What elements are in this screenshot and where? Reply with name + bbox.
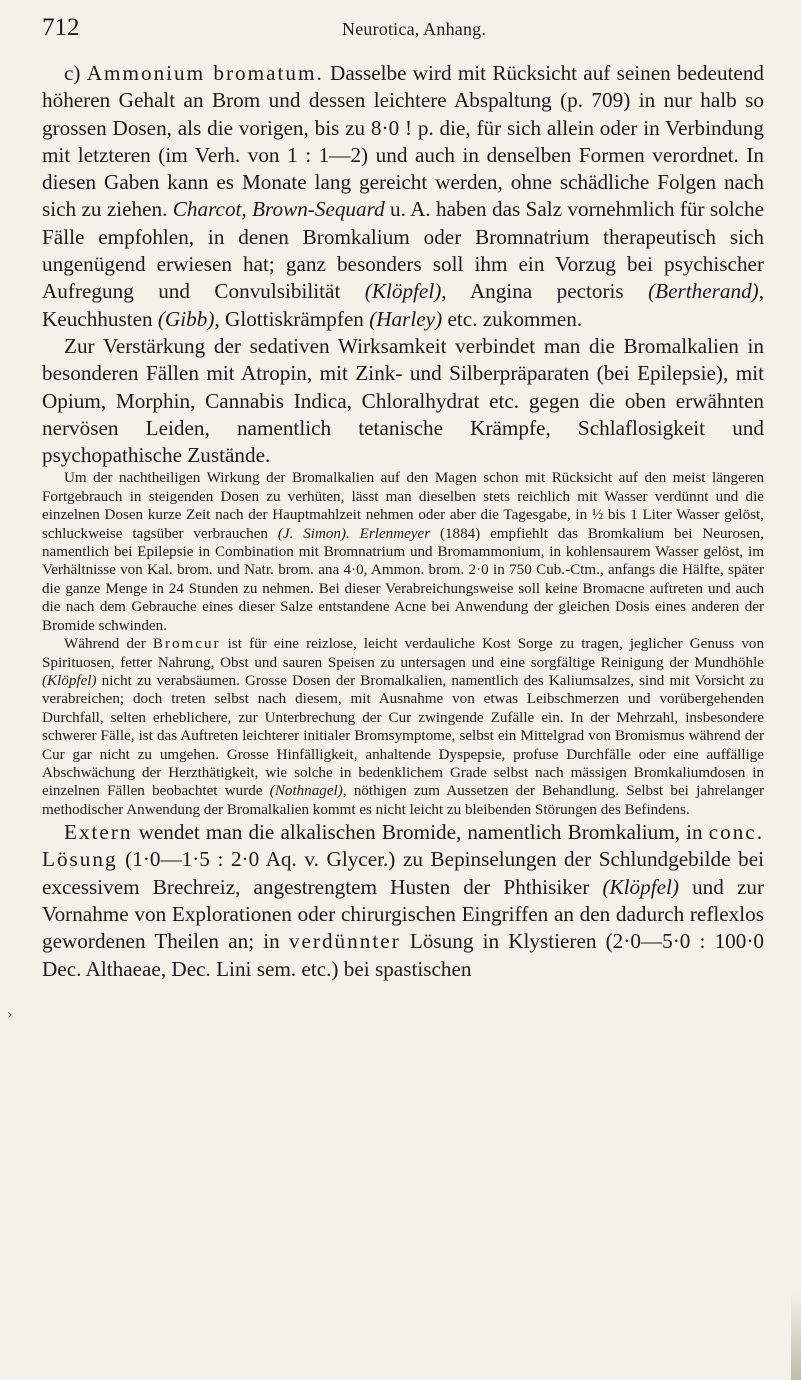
paragraph-text: Um der nachtheiligen Wirkung der Bromalkalien auf den Magen schon mit Rücksicht auf den meist längeren Fortgebrauch in steigenden Dosen zu verhüten, lässt man dieselben stets reichlich mit Wasser verdünnt und die einzelnen Dosen kurze Zeit nach der Hauptmahlzeit nehmen oder aber die Tagesgabe, in ½ bis 1 Liter Wasser gelöst, schluckweise tagsüber verbrauchen: [42, 470, 764, 542]
paragraph-verstaerkung: Zur Verstärkung der sedativen Wirksamkeit verbindet man die Bromalkalien in besonderen Fällen mit Atropin, mit Zink- und Silberpräparaten (bei Epilepsie), mit Opium, Morphin, Cannabis Indica, Chloralhydrat etc. gegen die oben erwähnten nervösen Leiden, namentlich tetanische Krämpfe, Schlaflosigkeit und psychopathische Zustände.: [42, 333, 764, 468]
paragraph-ammonium-bromatum: [42, 60, 764, 333]
author-citation: (Klöpfel): [602, 874, 679, 899]
paragraph-text: (1884) empfiehlt das Bromkalium bei Neurosen, namentlich bei Epilepsie in Combination mit Bromnatrium und Bromammonium, in kohlensaurem Wasser gelöst, im Verhältnisse von Kal. brom. und Natr. brom. ana 4·0, Ammon. brom. 2·0 in 750 Cub.-Ctm., anfangs die Hälfte, später die ganze Menge in 24 Stunden zu nehmen. Bei dieser Verabreichungsweise soll keine Bromacne auftreten und auch die nach dem Gebrauche eines dieser Salze entstandene Acne bei Anwendung der gleichen Dosis eines anderen der Bromide schwinden.: [42, 525, 764, 634]
paragraph-text: , Glottiskrämpfen: [214, 306, 364, 331]
paragraph-text: , Angina pectoris: [441, 279, 624, 304]
paragraph-text: Lösung in Klystieren (2·0—5·0 : 100·0 Dec. Althaeae, Dec. Lini sem. etc.) bei spastischen: [42, 929, 765, 981]
author-citation: (Nothnagel),: [269, 783, 347, 800]
paragraph-text: und zur Vornahme von Explorationen oder chirurgischen Eingriffen an den dadurch reflexlos gewordenen Theilen an; in: [42, 874, 765, 954]
page-header: [42, 14, 764, 60]
paragraph-text: , Keuchhusten: [42, 279, 765, 331]
emphasis-term: conc. Lösung: [42, 820, 765, 872]
author-citation: (J. Simon). Erlenmeyer: [277, 525, 431, 542]
paragraph-text: wendet man die alkalischen Bromide, namentlich Bromkalium, in: [138, 820, 703, 845]
paragraph-text: u. A. haben das Salz vornehmlich für solche Fälle empfohlen, in denen Bromkalium oder Bromnatrium therapeutisch sich ungenügend erwiesen hat; ganz besonders soll ihm ein Vorzug bei psychischer Aufregung und Convulsibilität: [42, 197, 765, 304]
page: [42, 14, 764, 983]
author-citation: (Harley): [369, 306, 443, 331]
running-head: Neurotica, Anhang.: [342, 19, 487, 39]
paragraph-bromcur: [42, 635, 764, 819]
emphasis-term: Extern: [64, 820, 133, 845]
author-citation: (Klöpfel): [364, 279, 442, 304]
paragraph-text: Während der: [64, 636, 146, 653]
paragraph-extern: [42, 819, 764, 983]
author-citation: (Bertherand): [648, 279, 759, 304]
author-citation: Charcot, Brown-Sequard: [172, 197, 385, 222]
emphasis-term: verdünnter: [288, 929, 401, 954]
paragraph-magen: [42, 469, 764, 635]
section-label: c): [64, 61, 81, 85]
margin-mark: ›: [7, 1007, 13, 1023]
section-term: Ammonium bromatum.: [86, 61, 324, 85]
paragraph-text: etc. zukommen.: [447, 306, 583, 331]
page-number: 712: [42, 14, 80, 41]
paragraph-text: nicht zu verabsäumen. Grosse Dosen der Bromalkalien, namentlich des Kaliumsalzes, sind mit Vorsicht zu verabreichen; doch treten selbst nach diesem, mit Ausnahme von etwas Leibschmerzen und vorübergehenden Durchfall, selten erheblichere, zur Unterbrechung der Cur zwingende Zufälle ein. In der Mehrzahl, insbesondere schwerer Fälle, ist das Auftreten leichterer initialer Bromsymptome, selbst ein Mittelgrad von Bromismus während der Cur gar nicht zu umgehen. Grosse Hinfälligkeit, anhaltende Dyspepsie, profuse Durchfälle oder eine auffällige Abschwächung der Herzthätigkeit, wie solche in bedenklichem Grade selbst nach mässigen Bromkaliumdosen in einzelnen Fällen beobachtet wurde: [42, 672, 764, 800]
paragraph-text: ist für eine reizlose, leicht verdauliche Kost Sorge zu tragen, jeglicher Genuss von Spirituosen, fetter Nahrung, Obst und sauren Speisen zu untersagen und eine sorgfältige Reinigung der Mundhöhle: [42, 636, 765, 671]
author-citation: (Gibb): [157, 306, 215, 331]
paragraph-text: Dasselbe wird mit Rücksicht auf seinen bedeutend höheren Gehalt an Brom und dessen leichtere Abspaltung (p. 709) in nur halb so grossen Dosen, als die vorigen, bis zu 8·0 ! p. die, für sich allein oder in Verbindung mit letzteren (im Verh. von 1 : 1—2) und auch in denselben Formen verordnet. In diesen Gaben kann es Monate lang gereicht werden, ohne schädliche Folgen nach sich zu ziehen.: [42, 61, 765, 222]
author-citation: (Klöpfel): [42, 672, 97, 689]
paragraph-text: nöthigen zum Aussetzen der Behandlung. Selbst bei jahrelanger methodischer Anwendung der Bromalkalien kommt es nicht leicht zu bleibenden Störungen des Befindens.: [42, 783, 765, 818]
emphasis-term: Bromcur: [152, 636, 221, 653]
scan-shadow: [791, 1290, 801, 1380]
paragraph-text: (1·0—1·5 : 2·0 Aq. v. Glycer.) zu Bepinselungen der Schlundgebilde bei excessivem Brechreiz, angestrengtem Husten der Phthisiker: [42, 847, 764, 899]
